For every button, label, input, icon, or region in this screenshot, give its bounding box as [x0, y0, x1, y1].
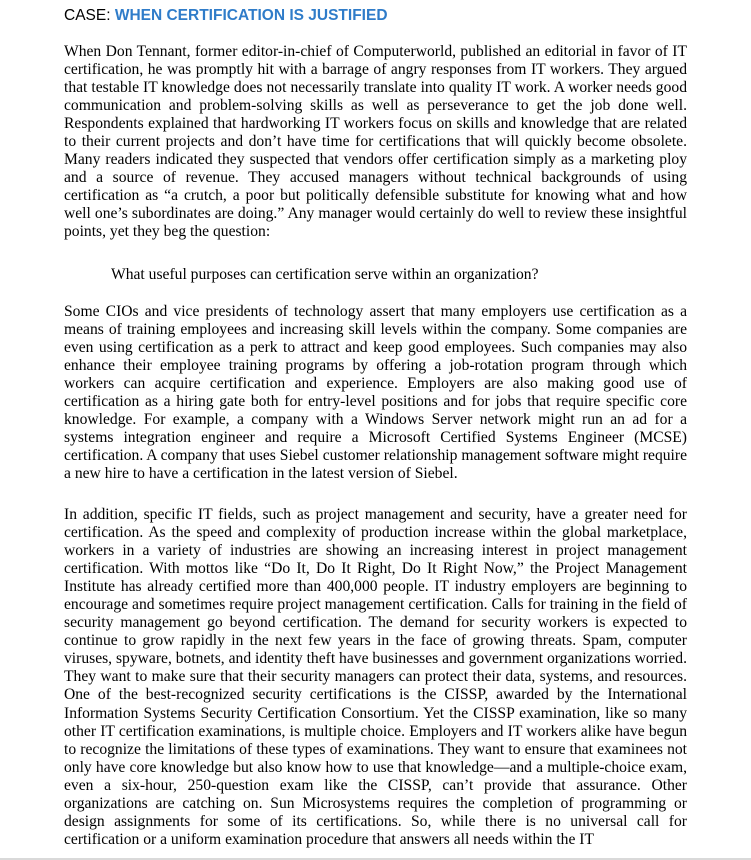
- paragraph-2: Some CIOs and vice presidents of technology assert that many employers use certification as a means of training employees and increasing skill levels within the company. Some companies are even using certification as a perk to attract and keep good employees. Such companies may also enhance their employee training programs by offering a job-rotation program through which workers can acquire certification and experience. Employers are also making good use of certification as a hiring gate both for entry-level positions and for jobs that require specific core knowledge. For example, a company with a Windows Server network might run an ad for a systems integration engineer and require a Microsoft Certified Systems Engineer (MCSE) certification. A company that uses Siebel customer relationship management software might require a new hire to have a certification in the latest version of Siebel.: [64, 303, 687, 483]
- paragraph-3: In addition, specific IT fields, such as project management and security, have a greater need for certification. As the speed and complexity of production increase within the global marketplace, workers in a variety of industries are showing an increasing interest in project management certification. With mottos like “Do It, Do It Right, Do It Right Now,” the Project Management Institute has already certified more than 400,000 people. IT industry employers are beginning to encourage and sometimes require project management certification. Calls for training in the field of security management go beyond certification. The demand for security workers is expected to continue to grow rapidly in the next few years in the face of growing threats. Spam, computer viruses, spyware, botnets, and identity theft have businesses and government organizations worried. They want to make sure that their security managers can protect their data, systems, and resources. One of the best-recognized security certifications is the CISSP, awarded by the International Information Systems Security Certification Consortium. Yet the CISSP examination, like so many other IT certification examinations, is multiple choice. Employers and IT workers alike have begun to recognize the limitations of these types of examinations. They want to ensure that examinees not only have core knowledge but also know how to use that knowledge—and a multiple-choice exam, even a six-hour, 250-question exam like the CISSP, can’t provide that assurance. Other organizations are catching on. Sun Microsystems requires the completion of programming or design assignments for some of its certifications. So, while there is no universal call for certification or a uniform examination procedure that answers all needs within the IT: [64, 506, 687, 848]
- question-text: What useful purposes can certification serve within an organization?: [111, 266, 539, 283]
- paragraph-1: When Don Tennant, former editor-in-chief of Computerworld, published an editorial in favor of IT certification, he was promptly hit with a barrage of angry responses from IT workers. They argued that testable IT knowledge does not necessarily translate into quality IT work. A worker needs good communication and problem-solving skills as well as perseverance to get the job done well. Respondents explained that hardworking IT workers focus on skills and knowledge that are related to their current projects and don’t have time for certifications that will quickly become obsolete. Many readers indicated they suspected that vendors offer certification simply as a marketing ploy and a source of revenue. They accused managers without technical backgrounds of using certification as “a crutch, a poor but politically defensible substitute for knowing what and how well one’s subordinates are doing.” Any manager would certainly do well to review these insightful points, yet they beg the question:: [64, 43, 687, 241]
- case-prefix: CASE:: [64, 7, 115, 24]
- case-title: WHEN CERTIFICATION IS JUSTIFIED: [114, 7, 388, 24]
- case-heading: [64, 6, 388, 26]
